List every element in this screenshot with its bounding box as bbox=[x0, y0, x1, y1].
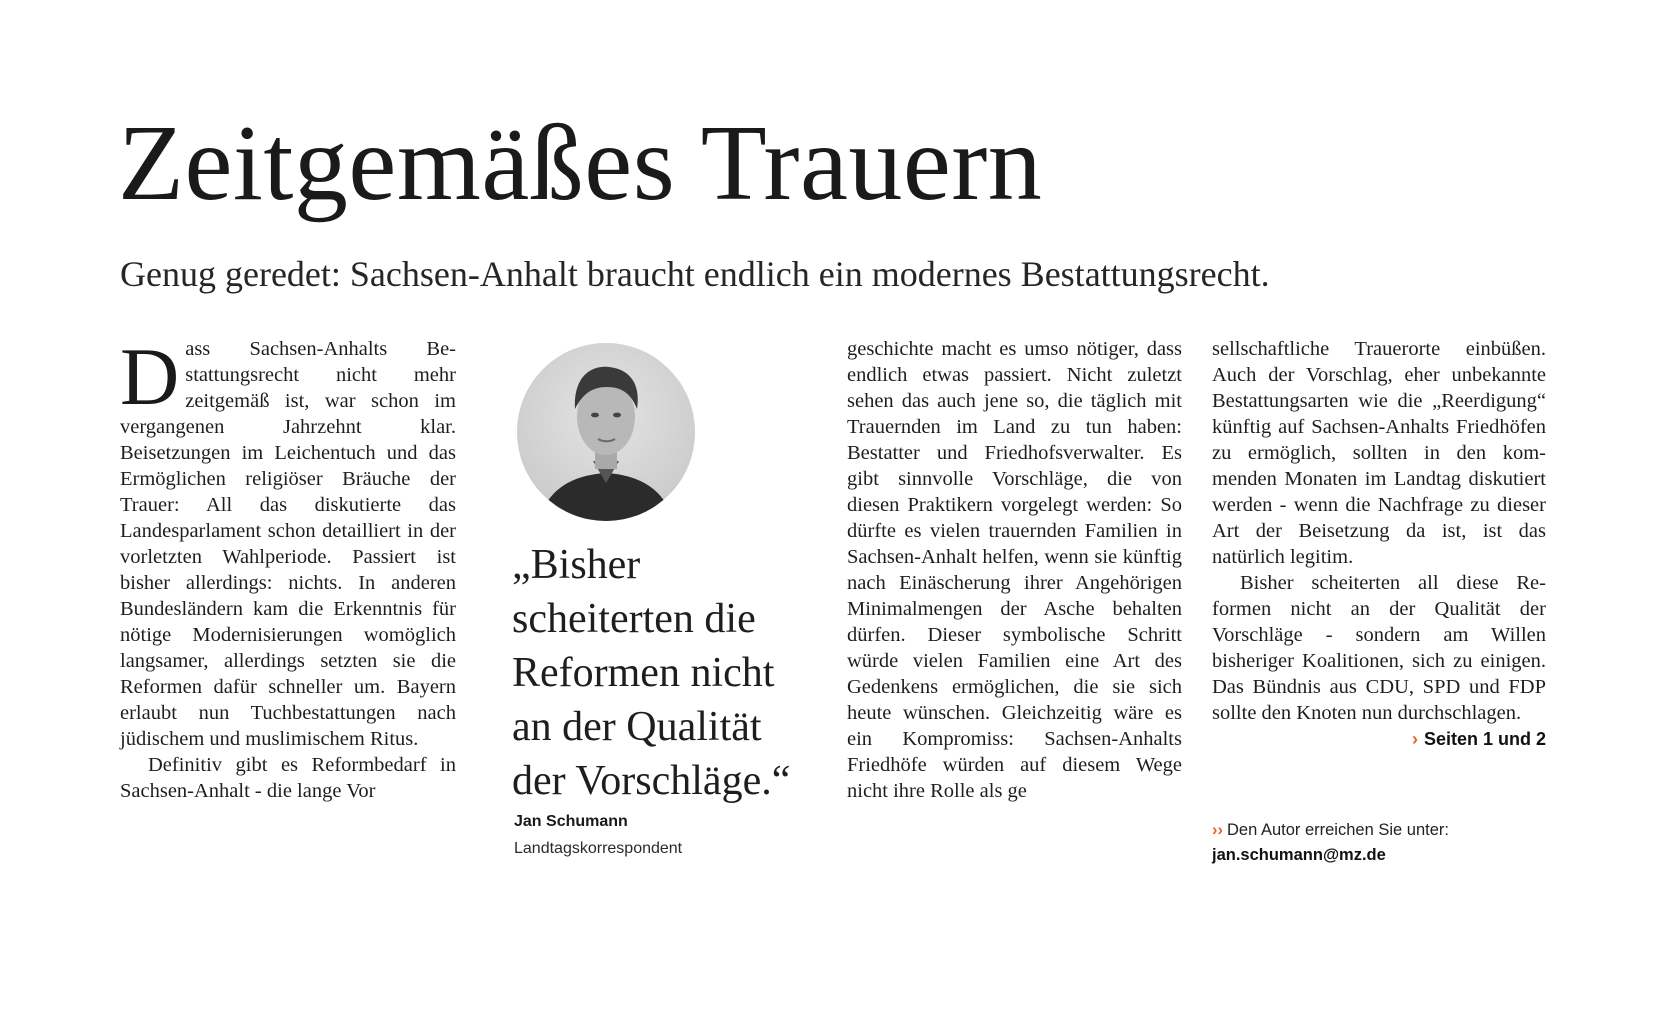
paragraph bbox=[120, 331, 456, 752]
article-subline: Genug geredet: Sachsen-Anhalt braucht endlich ein modernes Bestattungsrecht. bbox=[120, 254, 1270, 294]
drop-cap: D bbox=[120, 331, 180, 422]
article-column-3 bbox=[847, 336, 1182, 804]
pull-quote: „Bisher scheiterten die Reformen nicht an der Qualität der Vorschläge.“ bbox=[512, 542, 791, 804]
article-column-1 bbox=[120, 331, 456, 804]
contact-label: Den Autor erreichen Sie unter: bbox=[1227, 821, 1449, 839]
page-reference-link[interactable] bbox=[1412, 726, 1546, 752]
chevron-right-icon: › bbox=[1411, 729, 1418, 749]
author-name: Jan Schumann bbox=[514, 813, 628, 830]
paragraph bbox=[1212, 570, 1546, 749]
article-column-4 bbox=[1212, 336, 1546, 752]
paragraph: Definitiv gibt es Reformbedarf in Sachsen-Anhalt - die lange Vor bbox=[120, 754, 456, 802]
author-role: Landtagskorrespondent bbox=[514, 840, 683, 857]
author-email-link[interactable]: jan.schumann@mz.de bbox=[1212, 846, 1386, 864]
paragraph: sellschaftliche Trauerorte einbüßen. Auch der Vorschlag, eher unbekannte Bestattungsarten wie die „Reerdigung“ künftig auf Sachsen-Anhalts Friedhöfen zu ermöglich, sollten in den kommenden Monaten im Landtag diskutiert werden - wenn die Nachfrage zu dieser Art der Beisetzung da ist, ist das natürlich legitim. bbox=[1212, 338, 1546, 568]
author-portrait-illustration bbox=[517, 343, 695, 521]
paragraph: geschichte macht es umso nötiger, dass endlich etwas passiert. Nicht zuletzt sehen das auch jene so, die täglich mit Trauernden im Land zu tun haben: Bestatter und Friedhofsverwalter. Es gibt sinnvolle Vorschläge, die von diesen Praktikern vorgelegt werden: So dürfte es vielen trauernden Familien in Sachsen-Anhalt helfen, wenn sie künftig nach Einäscherung ihrer Angehörigen Minimalmengen der Asche behalten dürfen. Dieser symbolische Schritt würde vielen Familien eine Art des Gedenkens ermöglichen, die sie sich heute wünschen. Gleichzeitig wäre es ein Kompromiss: Sachsen-Anhalts Friedhöfe würden auf diesem Wege nicht ihre Rolle als ge bbox=[847, 338, 1182, 802]
paragraph-text: ass Sachsen-Anhalts Bestattungsrecht nicht mehr zeitgemäß ist, war schon im vergangenen Jahrzehnt klar. Beisetzungen im Leichentuch und das Ermöglichen religiöser Bräuche der Trauer: All das diskutierte das Landesparlament schon detailliert in der vorletzten Wahlperiode. Passiert ist bisher allerdings: nichts. In anderen Bundesländern kam die Erkenntnis für nötige Modernisierungen womöglich langsamer, allerdings setzten sie die Reformen dafür schneller um. Bayern erlaubt nun Tuchbestattungen nach jüdischem und muslimischem Ritus. bbox=[120, 338, 456, 750]
author-contact bbox=[1212, 818, 1449, 868]
double-chevron-icon: ›› bbox=[1212, 821, 1223, 839]
page-reference-label: Seiten 1 und 2 bbox=[1423, 729, 1546, 749]
author-photo bbox=[517, 343, 695, 521]
paragraph-text: Bisher scheiterten all diese Reformen nicht an der Qualität der Vorschläge - sondern am Willen bisheriger Koalitionen, sich zu einigen. Das Bündnis aus CDU, SPD und FDP sollte den Knoten nun durchschlagen. bbox=[1212, 572, 1546, 724]
contact-line bbox=[1212, 818, 1449, 843]
article-headline: Zeitgemäßes Trauern bbox=[118, 104, 1043, 223]
